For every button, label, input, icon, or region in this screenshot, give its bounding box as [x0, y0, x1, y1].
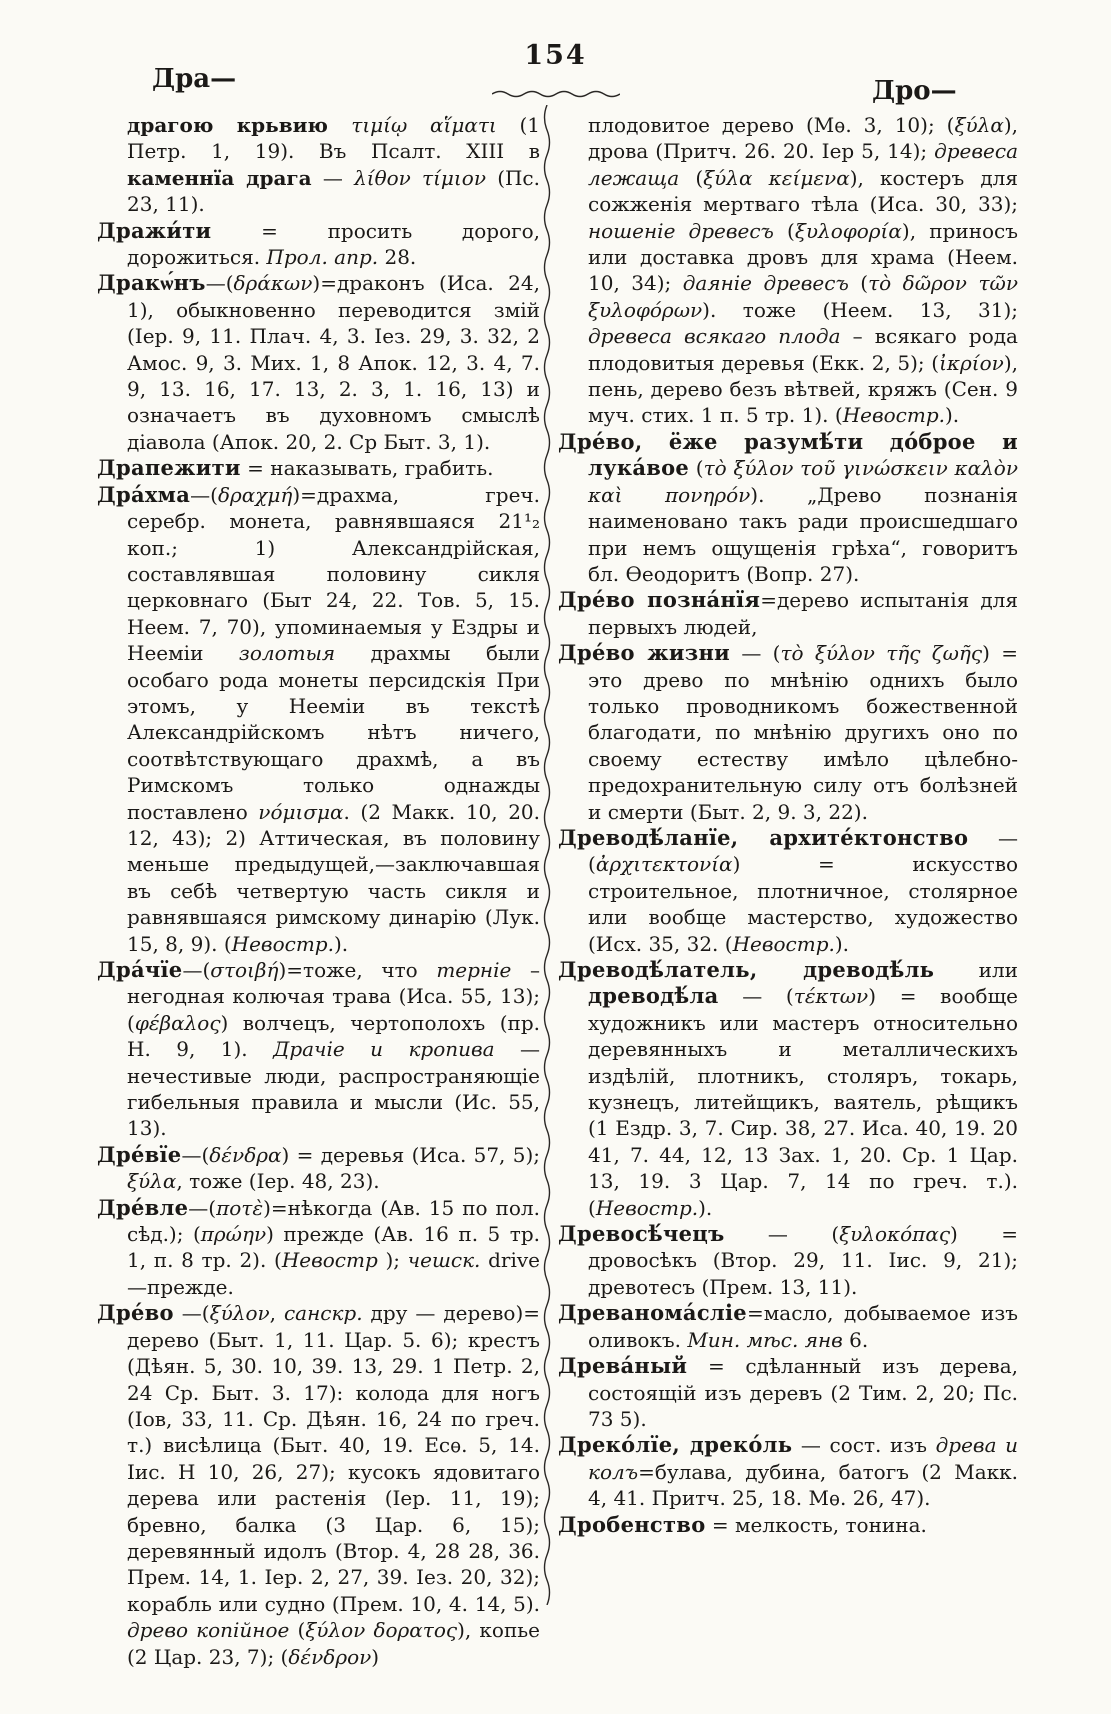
greek-text: φέβαλος	[134, 1010, 221, 1035]
body-text: 28.	[378, 245, 417, 270]
page-number-rule	[492, 88, 620, 100]
body-text: ).	[834, 931, 850, 956]
slavonic-bold-text: драгою крьвию	[127, 113, 352, 137]
body-text: — (	[718, 984, 794, 1009]
body-text: );	[377, 1248, 408, 1273]
body-text: drive—прежде.	[127, 1248, 540, 1299]
headword: Дракѡ́нъ	[97, 270, 206, 296]
dictionary-entry	[97, 218, 540, 271]
body-text: — нечестивые люди, распространяющіе гибельныя правила и мысли (Ис. 55, 13).	[127, 1037, 541, 1141]
page-number: 154	[524, 40, 587, 71]
headword: Дра́хма	[97, 481, 191, 507]
greek-text: τέκτων	[793, 984, 869, 1009]
headword: Древосѣ́чецъ	[558, 1221, 725, 1247]
right-column	[558, 112, 1018, 1538]
dictionary-entry	[558, 1432, 1018, 1511]
body-text: ) = это древо по мнѣнію однихъ было только проводникомъ божественной благодати, по мнѣнію другихъ оно по своему естеству имѣло цѣлебно-предохранительную силу отъ болѣзней и смерти (Быт. 2, 9. 3, 22).	[588, 641, 1018, 824]
body-text: ) прежде (Ав. 16 п. 5 тр. 1, п. 8 тр. 2). (	[127, 1222, 540, 1273]
body-text: ). „Древо познанія наименовано такъ ради происшедшаго при немъ ощущенія грѣха“, говоритъ бл. Ѳеодоритъ (Вопр. 27).	[588, 482, 1018, 586]
greek-text: τὸ ξύλον τοῦ γινώσκειν καλὸν καὶ πονηρόν	[588, 456, 1018, 507]
greek-text: ξύλον δορατος	[305, 1618, 458, 1643]
headword: Древодѣ́ланїе, архите́ктонство	[558, 824, 969, 850]
dictionary-entry	[558, 1221, 1018, 1300]
body-text: ) = деревья (Иса. 57, 5);	[281, 1142, 540, 1167]
body-text: —(	[188, 1195, 217, 1220]
italic-text: Невостр.	[231, 931, 334, 956]
greek-text: ξυλοκόπας	[839, 1222, 951, 1247]
headword: Дре́во позна́нїя	[558, 587, 761, 613]
body-text: ). тоже (Неем. 13, 31);	[702, 297, 1018, 322]
body-text: – негодная колючая трава (Иса. 55, 13); (	[127, 958, 540, 1035]
left-column-header: Дра—	[152, 64, 237, 94]
greek-text: νόμισμα	[258, 799, 344, 824]
dictionary-entry	[97, 455, 540, 481]
greek-text: τιμίῳ αἵματι	[351, 113, 520, 137]
headword: Дражи́ти	[97, 217, 212, 243]
italic-text: Драчіе и кропива	[273, 1037, 495, 1062]
body-text: (	[679, 165, 704, 190]
body-text: — (	[730, 641, 781, 666]
body-text: —(	[190, 482, 218, 507]
continuation-paragraph	[97, 112, 540, 218]
body-text: —(	[181, 1142, 210, 1167]
left-column	[97, 112, 540, 1670]
body-text: = наказывать, грабить.	[240, 456, 494, 481]
body-text: драхмы были особаго рода монеты персидскія При этомъ, у Нееміи въ текстѣ Александрійскомъ нѣтъ ничего, соотвѣтствующаго драхмѣ, а въ Римскомъ только однажды поставлено	[127, 641, 540, 824]
greek-text: δράκων	[233, 271, 313, 296]
headword: Древодѣ́латель, древодѣ́ль	[558, 957, 935, 982]
italic-text: Невостр.	[595, 1195, 699, 1220]
dictionary-entry	[97, 1300, 540, 1670]
body-text: ), приносъ или доставка дровъ для храма (Неем. 10, 34);	[588, 218, 1018, 296]
continuation-paragraph	[558, 112, 1018, 429]
greek-text: τὸ ξύλον τῆς ζωῆς	[780, 641, 983, 666]
dictionary-entry	[558, 1353, 1018, 1432]
body-text: —(	[182, 958, 211, 982]
dictionary-entry	[97, 1142, 540, 1195]
body-text: ).	[944, 403, 960, 428]
body-text: ,	[269, 1301, 284, 1326]
headword: Дре́вле	[97, 1194, 189, 1220]
body-text: —(	[173, 1301, 210, 1326]
italic-text: Невостр.	[842, 403, 945, 428]
headword: древодѣ́ла	[588, 983, 719, 1009]
greek-text: δραχμή	[217, 482, 293, 507]
body-text: (	[289, 1618, 306, 1643]
body-text: =дерево испытанія для первыхъ людей,	[588, 588, 1019, 639]
slavonic-bold-text: каменнїа драга	[127, 165, 312, 190]
body-text: ), костеръ для сожженія мертваго тѣла (Иса. 30, 33);	[588, 165, 1018, 217]
italic-text: санскр.	[283, 1301, 363, 1326]
headword: Дре́во жизни	[558, 640, 731, 666]
body-text: )=нѣкогда (Ав. 15 по пол. сѣд.); (	[127, 1195, 540, 1247]
body-text: 6.	[842, 1327, 869, 1352]
italic-text: древеса лежаща	[588, 139, 1018, 190]
italic-text: Мин. мѣс. янв	[687, 1327, 843, 1352]
right-column-header: Дро—	[872, 76, 957, 106]
dictionary-entry	[97, 1195, 540, 1301]
body-text: ) волчецъ, чертополохъ (пр. Н. 9, 1).	[127, 1010, 540, 1062]
headword: Драпежити	[97, 455, 241, 481]
body-text: — (	[724, 1222, 840, 1247]
column-divider-rule	[541, 105, 553, 1605]
greek-text: στοιβή	[210, 958, 279, 982]
body-text: (	[848, 271, 869, 296]
greek-text: ἀρχιτεκτονία	[595, 852, 733, 877]
italic-text: даяніе древесъ	[682, 271, 849, 296]
italic-text: чешск.	[407, 1248, 481, 1273]
greek-text: ξύλα	[954, 113, 1004, 137]
dictionary-entry	[558, 957, 1018, 1221]
greek-text: δένδρα	[209, 1142, 282, 1167]
body-text: (1 Петр. 1, 19). Въ Псалт. XIII в	[127, 113, 541, 164]
greek-text: ξύλα	[127, 1169, 177, 1194]
body-text: =масло, добываемое изъ оливокъ.	[588, 1301, 1018, 1352]
body-text: , тоже (Іер. 48, 23).	[176, 1169, 380, 1194]
body-text: (	[773, 218, 795, 243]
dictionary-entry	[558, 640, 1018, 825]
headword: Древанома́сліе	[558, 1300, 747, 1326]
greek-text: ξυλοφορία	[794, 218, 902, 243]
italic-text: Невостр.	[732, 931, 835, 956]
body-text: )=драхма, греч. серебр. монета, равнявшаяся 21¹₂ коп.; 1) Александрійская, составлявшая половину сикля церковнаго (Быт 24, 22. Тов. 5, 15. Неем. 7, 70), упоминаемыя у Ездры и Нееміи	[127, 482, 540, 666]
body-text: – всякаго рода плодовитыя деревья (Екк. 2, 5); (	[588, 324, 1018, 375]
dictionary-entry	[97, 957, 540, 1142]
headword: Дре́во	[97, 1300, 174, 1326]
greek-text: ἰκρίον	[939, 350, 1004, 375]
dictionary-entry	[558, 1512, 1018, 1538]
body-text: )=драконъ (Иса. 24, 1), обыкновенно переводится змій (Іер. 9, 11. Плач. 4, 3. Іез. 29, 3. 32, 2 Амос. 9, 3. Мих. 1, 8 Апок. 12, 3. 4, 7. 9, 13. 16, 17. 13, 2. 3, 1. 16, 13) и означаетъ въ духовномъ смыслѣ діавола (Апок. 20, 2. Ср Быт. 3, 1).	[127, 271, 540, 454]
body-text: ).	[698, 1195, 713, 1220]
body-text: ) = дровосѣкъ (Втор. 29, 11. Іис. 9, 21); древотесъ (Прем. 13, 11).	[588, 1222, 1018, 1299]
body-text: —	[311, 165, 355, 190]
body-text: = мелкость, тонина.	[705, 1512, 927, 1537]
headword: Дре́во, ёже разумѣ́ти до́брое и лука́вое	[558, 428, 1018, 481]
body-text: дру — дерево)= дерево (Быт. 1, 11. Цар. 5. 6); крестъ (Дѣян. 5, 30. 10, 39. 13, 29. 1 Петр. 2, 24 Ср. Быт. 3. 17): колода для ногъ (Іов, 33, 11. Ср. Дѣян. 16, 24 по греч. т.) висѣлица (Быт. 40, 19. Есѳ. 5, 14. Іис. Н 10, 26, 27); кусокъ ядовитаго дерева или растенія (Іер. 11, 19); бревно, балка (3 Цар. 6, 15); деревянный идолъ (Втор. 4, 28 28, 36. Прем. 14, 1. Іер. 2, 27, 39. Іез. 20, 32); корабль или судно (Прем. 10, 4. 14, 5).	[127, 1301, 541, 1616]
body-text: — (	[588, 825, 1019, 877]
greek-text: ποτὲ	[216, 1195, 264, 1220]
dictionary-entry	[558, 1300, 1018, 1353]
italic-text: древо копійное	[127, 1618, 290, 1643]
body-text: или	[934, 958, 1018, 982]
body-text: ), пень, дерево безъ вѣтвей, кряжъ (Сен. 9 муч. стих. 1 п. 5 тр. 1). (	[588, 350, 1018, 428]
dictionary-entry	[558, 429, 1018, 587]
body-text: . (2 Макк. 10, 20. 12, 43); 2) Аттическая, въ половину меньше предыдущей,—заключавшая въ себѣ четвертую часть сикля и равнявшаяся римскому динарію (Лук. 15, 8, 9). (	[127, 799, 540, 956]
dictionary-entry	[558, 825, 1018, 957]
body-text: — сост. изъ	[792, 1433, 936, 1458]
body-text: = сдѣланный изъ дерева, состоящій изъ деревъ (2 Тим. 2, 20; Пс. 73 5).	[588, 1354, 1018, 1431]
body-text: =булава, дубина, батогъ (2 Макк. 4, 41. Притч. 25, 18. Мѳ. 26, 47).	[588, 1459, 1018, 1511]
body-text: —(	[205, 271, 234, 296]
greek-text: ξύλον	[209, 1301, 270, 1326]
italic-text: терніе	[436, 958, 512, 982]
italic-text: золотыя	[238, 641, 336, 666]
body-text: ) = вообще художникъ или мастеръ относительно деревянныхъ и металлическихъ издѣлій, плотникъ, столяръ, токарь, кузнецъ, литейщикъ, ваятель, рѣщикъ (1 Ездр. 3, 7. Сир. 38, 27. Иса. 40, 19. 20 41, 7. 44, 12, 13 Зах. 1, 20. Ср. 1 Цар. 13, 19. 3 Цар. 7, 14 по греч. т.). (	[588, 984, 1018, 1220]
greek-text: λίθον τίμιον	[354, 165, 498, 190]
body-text: ).	[333, 931, 349, 956]
greek-text: ξύλα κείμενα	[703, 165, 850, 190]
headword: Дреко́лїе, дреко́ль	[558, 1432, 793, 1458]
body-text: ) = искусство строительное, плотничное, столярное или вообще мастерство, художество (Исх. 35, 32. (	[588, 852, 1018, 956]
italic-text: ношеніе древесъ	[588, 218, 774, 243]
headword: Дробенство	[558, 1511, 706, 1537]
headword: Дре́вїе	[97, 1141, 182, 1167]
greek-text: τὸ δῶρον τῶν ξυλοφόρων	[588, 271, 1018, 322]
headword: Древа́ный	[558, 1353, 688, 1379]
body-text: плодовитое дерево (Мѳ. 3, 10); (	[588, 113, 955, 137]
greek-text: πρώην	[200, 1222, 267, 1247]
italic-text: Невостр	[281, 1248, 378, 1273]
body-text: (Пс. 23, 11).	[127, 165, 540, 217]
body-text: ), копье (2 Цар. 23, 7); (	[127, 1618, 540, 1669]
dictionary-entry	[97, 482, 540, 957]
greek-text: δένδρον	[288, 1644, 372, 1669]
italic-text: древа и колъ	[588, 1433, 1018, 1484]
body-text: (	[689, 456, 704, 481]
dictionary-entry	[558, 587, 1018, 640]
body-text: ), дрова (Притч. 26. 20. Іер 5, 14);	[588, 113, 1018, 164]
dictionary-entry	[97, 270, 540, 455]
body-text: )	[371, 1644, 380, 1669]
body-text: = просить дорого, дорожиться.	[127, 218, 540, 270]
italic-text: Прол. апр.	[266, 245, 379, 270]
body-text: )=тоже, что	[278, 958, 437, 982]
italic-text: древеса всякаго плода	[588, 324, 841, 349]
headword: Дра́чїе	[97, 957, 183, 982]
